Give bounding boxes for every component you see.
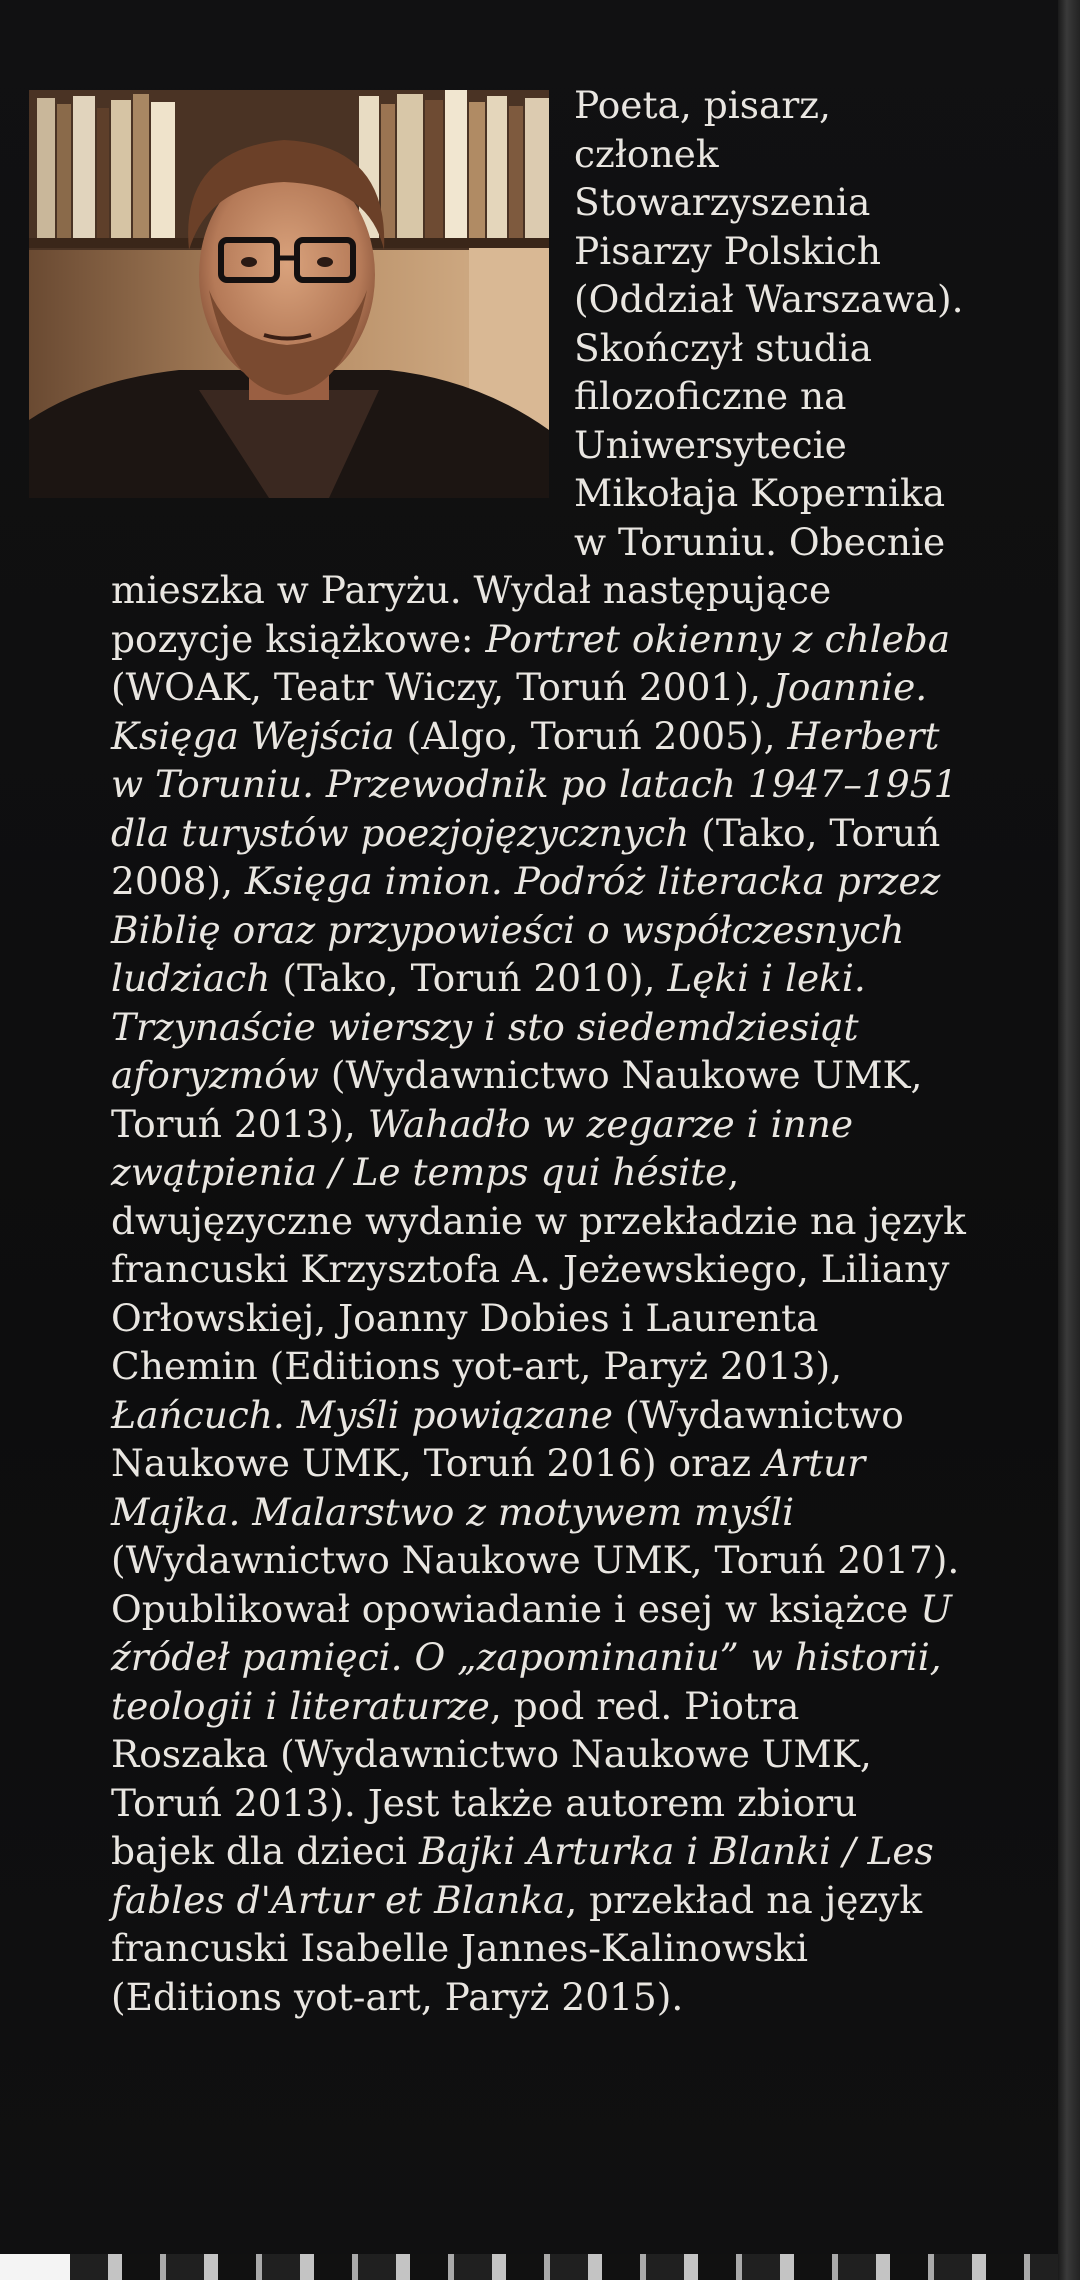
bio-title-italic: Łańcuch. Myśli powiązane bbox=[111, 1392, 613, 1437]
bio-segment: (WOAK, Teatr Wiczy, Toruń 2001), bbox=[111, 665, 773, 709]
bio-segment: , pod red. Piotra Roszaka (Wydawnictwo Naukowe UMK, Toruń 2013). Jest także autorem zbioru bajek dla dzieci bbox=[111, 1683, 872, 1873]
cover-spine-edge bbox=[1058, 0, 1080, 2280]
bio-title-italic: U źródeł pamięci. O „zapominaniu” w historii, teologii i literaturze bbox=[111, 1586, 952, 1728]
bio-title-italic: Joannie. Księga Wejścia bbox=[111, 665, 928, 758]
bio-segment: Poeta, pisarz, członek Stowarzyszenia Pisarzy Polskich (Oddział Warszawa). Skończył studia filozoficzne na Uniwersytecie Mikołaja Kopernika w Toruniu. Obecnie mieszka w Paryżu. Wydał następujące pozycje książkowe: bbox=[111, 83, 964, 661]
bio-segment: (Algo, Toruń 2005), bbox=[394, 713, 788, 758]
bio-title-italic: Bajki Arturka i Blanki / Les fables d'Artur et Blanka bbox=[111, 1829, 934, 1922]
bio-title-italic: Herbert w Toruniu. Przewodnik po latach 1947–1951 dla turystów poezjojęzycznych bbox=[111, 713, 958, 855]
bio-segment: (Wydawnictwo Naukowe UMK, Toruń 2017). Opublikował opowiadanie i esej w książce bbox=[111, 1538, 960, 1631]
photo-space bbox=[0, 81, 574, 536]
scan-margin bbox=[0, 2254, 70, 2280]
bio-title-italic: Lęki i leki. Trzynaście wierszy i sto siedemdziesiąt aforyzmów bbox=[111, 956, 866, 1097]
bio-segment: , dwujęzyczne wydanie w przekładzie na język francuski Krzysztofa A. Jeżewskiego, Liliany Orłowskiej, Joanny Dobies i Laurenta Chemin (Editions yot-art, Paryż 2013), bbox=[111, 1150, 966, 1388]
bio-segment: (Wydawnictwo Naukowe UMK, Toruń 2016) oraz bbox=[111, 1392, 904, 1485]
bio-title-italic: Portret okienny z chleba bbox=[485, 616, 951, 661]
bio-title-italic: Księga imion. Podróż literacka przez Biblię oraz przypowieści o współczesnych ludziach bbox=[111, 859, 941, 1000]
bio-segment: (Wydawnictwo Naukowe UMK, Toruń 2013), bbox=[111, 1053, 923, 1146]
bio-segment: (Tako, Toruń 2008), bbox=[111, 810, 941, 903]
bio-segment: , przekład na język francuski Isabelle Jannes-Kalinowski (Editions yot-art, Paryż 2015). bbox=[111, 1877, 923, 2019]
bio-title-italic: Artur Majka. Malarstwo z motywem myśli bbox=[111, 1441, 866, 1534]
bio-title-italic: Wahadło w zegarze i inne zwątpienia / Le temps qui hésite bbox=[111, 1101, 854, 1194]
bio-segment: (Tako, Toruń 2010), bbox=[270, 956, 668, 1000]
bottom-scan-strip bbox=[70, 2254, 1058, 2280]
